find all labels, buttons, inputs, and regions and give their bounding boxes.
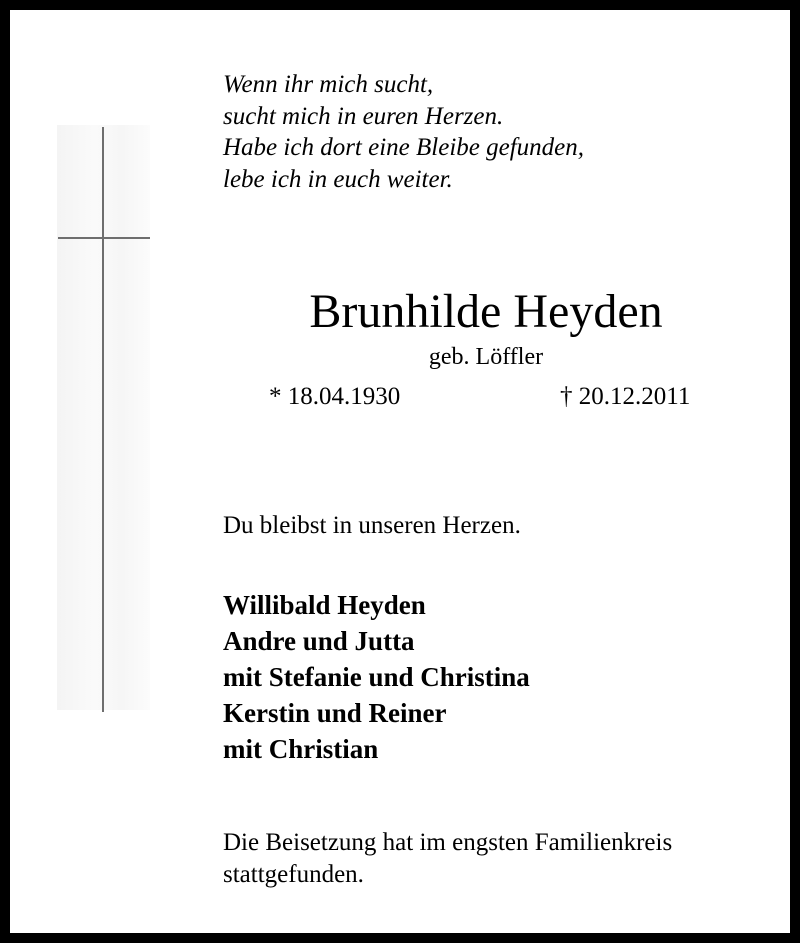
mourner-item: Kerstin und Reiner	[223, 698, 447, 728]
poem-line: Habe ich dort eine Bleibe gefunden,	[223, 134, 584, 161]
deceased-name: Brunhilde Heyden	[309, 285, 663, 338]
notice-line: stattgefunden.	[223, 861, 364, 888]
poem-line: lebe ich in euch weiter.	[223, 165, 453, 193]
mourner-item: mit Stefanie und Christina	[223, 662, 530, 692]
mourner-item: Andre und Jutta	[223, 626, 415, 656]
burial-notice	[223, 827, 672, 891]
poem	[223, 69, 584, 195]
mourner-item: Willibald Heyden	[223, 590, 426, 620]
maiden-name: geb. Löffler	[428, 344, 544, 370]
birth-date: * 18.04.1930	[269, 383, 401, 410]
death-date: † 20.12.2011	[560, 383, 691, 410]
mourners-list	[223, 587, 530, 767]
poem-line: sucht mich in euren Herzen.	[223, 102, 504, 130]
mourner-item: mit Christian	[223, 734, 379, 764]
cross-crossbar	[58, 237, 150, 239]
poem-line: Wenn ihr mich sucht,	[223, 71, 434, 98]
farewell-text: Du bleibst in unseren Herzen.	[223, 512, 521, 539]
cross-icon	[102, 127, 104, 712]
notice-line: Die Beisetzung hat im engsten Familienkreis	[223, 829, 673, 856]
